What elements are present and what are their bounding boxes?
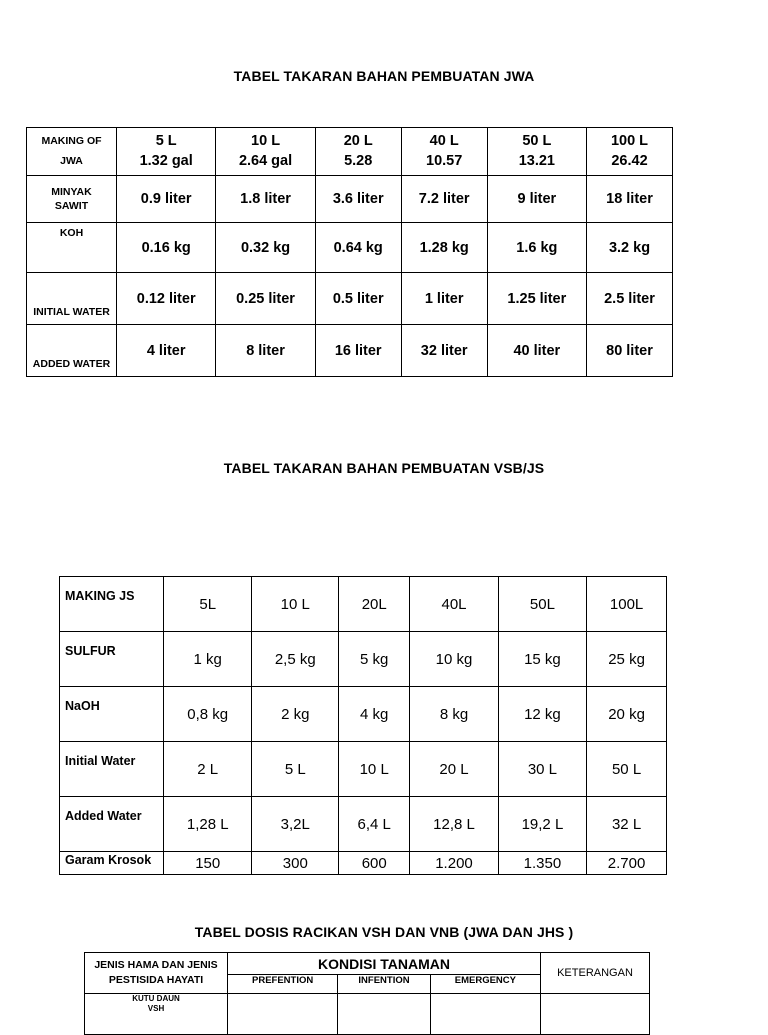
header-col: 5L — [164, 577, 252, 632]
pest-cell: KUTU DAUN VSH — [85, 994, 228, 1035]
table2-title: TABEL TAKARAN BAHAN PEMBUATAN VSB/JS — [223, 460, 545, 476]
jwa-table — [26, 127, 673, 377]
cell — [541, 994, 650, 1035]
cell: 2 kg — [252, 687, 339, 742]
cell — [430, 994, 540, 1035]
cell: 0,8 kg — [164, 687, 252, 742]
cell: 300 — [252, 852, 339, 875]
cell — [228, 994, 338, 1035]
row-label: Garam Krosok — [60, 852, 164, 875]
cell: 50 L — [587, 742, 667, 797]
cell: 8 liter — [216, 325, 315, 377]
cell: 5 L — [252, 742, 339, 797]
js-table — [59, 576, 667, 875]
table-row — [27, 273, 673, 325]
row-label: KOH — [27, 223, 117, 273]
header-col: 10 L — [252, 577, 339, 632]
cell: 0.12 liter — [117, 273, 216, 325]
cell: 3,2L — [252, 797, 339, 852]
cell: 0.16 kg — [117, 223, 216, 273]
cell: 0.25 liter — [216, 273, 315, 325]
table-row — [60, 687, 667, 742]
dosis-table — [84, 952, 650, 1035]
row-label: Initial Water — [60, 742, 164, 797]
table-row — [27, 325, 673, 377]
header-col-50l: 50 L 13.21 — [487, 128, 586, 176]
table-row — [27, 128, 673, 176]
header-col-40l: 40 L 10.57 — [401, 128, 487, 176]
keterangan-header: KETERANGAN — [541, 953, 650, 994]
jenis-header: JENIS HAMA DAN JENIS PESTISIDA HAYATI — [85, 953, 228, 994]
cell: 40 liter — [487, 325, 586, 377]
header-col-5l: 5 L 1.32 gal — [117, 128, 216, 176]
header-col: 20L — [339, 577, 410, 632]
row-label: ADDED WATER — [27, 325, 117, 377]
cell: 9 liter — [487, 176, 586, 223]
cell: 0.9 liter — [117, 176, 216, 223]
cell: 12 kg — [498, 687, 586, 742]
cell: 1.8 liter — [216, 176, 315, 223]
prefention-header: PREFENTION — [228, 975, 338, 994]
cell: 1.25 liter — [487, 273, 586, 325]
header-col-100l: 100 L 26.42 — [587, 128, 673, 176]
cell: 0.32 kg — [216, 223, 315, 273]
cell: 25 kg — [587, 632, 667, 687]
cell: 80 liter — [587, 325, 673, 377]
cell: 7.2 liter — [401, 176, 487, 223]
row-label: MINYAK SAWIT — [27, 176, 117, 223]
header-label-cell: MAKING OF JWA — [27, 128, 117, 176]
cell: 1 kg — [164, 632, 252, 687]
header-col: 100L — [587, 577, 667, 632]
cell: 20 L — [410, 742, 498, 797]
table-row — [60, 577, 667, 632]
cell: 32 L — [587, 797, 667, 852]
cell: 3.2 kg — [587, 223, 673, 273]
cell: 150 — [164, 852, 252, 875]
kondisi-header: KONDISI TANAMAN — [228, 953, 541, 975]
cell: 2 L — [164, 742, 252, 797]
cell: 6,4 L — [339, 797, 410, 852]
table1-title: TABEL TAKARAN BAHAN PEMBUATAN JWA — [233, 68, 535, 84]
table-row — [85, 953, 650, 975]
cell: 1.200 — [410, 852, 498, 875]
cell: 1.350 — [498, 852, 586, 875]
table-row — [60, 797, 667, 852]
header-col: 40L — [410, 577, 498, 632]
table-row — [60, 852, 667, 875]
cell: 3.6 liter — [315, 176, 401, 223]
table-row — [60, 742, 667, 797]
cell: 600 — [339, 852, 410, 875]
cell: 4 kg — [339, 687, 410, 742]
cell: 19,2 L — [498, 797, 586, 852]
header-col-10l: 10 L 2.64 gal — [216, 128, 315, 176]
cell: 1.6 kg — [487, 223, 586, 273]
cell: 2,5 kg — [252, 632, 339, 687]
cell: 10 L — [339, 742, 410, 797]
cell: 12,8 L — [410, 797, 498, 852]
cell: 2.700 — [587, 852, 667, 875]
row-label: SULFUR — [60, 632, 164, 687]
header-col: 50L — [498, 577, 586, 632]
table3-title: TABEL DOSIS RACIKAN VSH DAN VNB (JWA DAN JHS ) — [194, 924, 574, 940]
header-label-cell: MAKING JS — [60, 577, 164, 632]
row-label: NaOH — [60, 687, 164, 742]
infention-header: INFENTION — [338, 975, 430, 994]
cell: 1.28 kg — [401, 223, 487, 273]
header-col-20l: 20 L 5.28 — [315, 128, 401, 176]
cell: 20 kg — [587, 687, 667, 742]
cell: 5 kg — [339, 632, 410, 687]
table-row — [85, 994, 650, 1035]
cell: 8 kg — [410, 687, 498, 742]
cell: 18 liter — [587, 176, 673, 223]
cell: 32 liter — [401, 325, 487, 377]
table-row — [27, 223, 673, 273]
row-label: INITIAL WATER — [27, 273, 117, 325]
cell: 4 liter — [117, 325, 216, 377]
cell: 10 kg — [410, 632, 498, 687]
cell: 16 liter — [315, 325, 401, 377]
table-row — [27, 176, 673, 223]
cell: 0.64 kg — [315, 223, 401, 273]
cell: 30 L — [498, 742, 586, 797]
cell: 15 kg — [498, 632, 586, 687]
cell: 0.5 liter — [315, 273, 401, 325]
cell: 2.5 liter — [587, 273, 673, 325]
cell: 1,28 L — [164, 797, 252, 852]
row-label: Added Water — [60, 797, 164, 852]
cell: 1 liter — [401, 273, 487, 325]
emergency-header: EMERGENCY — [430, 975, 540, 994]
table-row — [60, 632, 667, 687]
cell — [338, 994, 430, 1035]
